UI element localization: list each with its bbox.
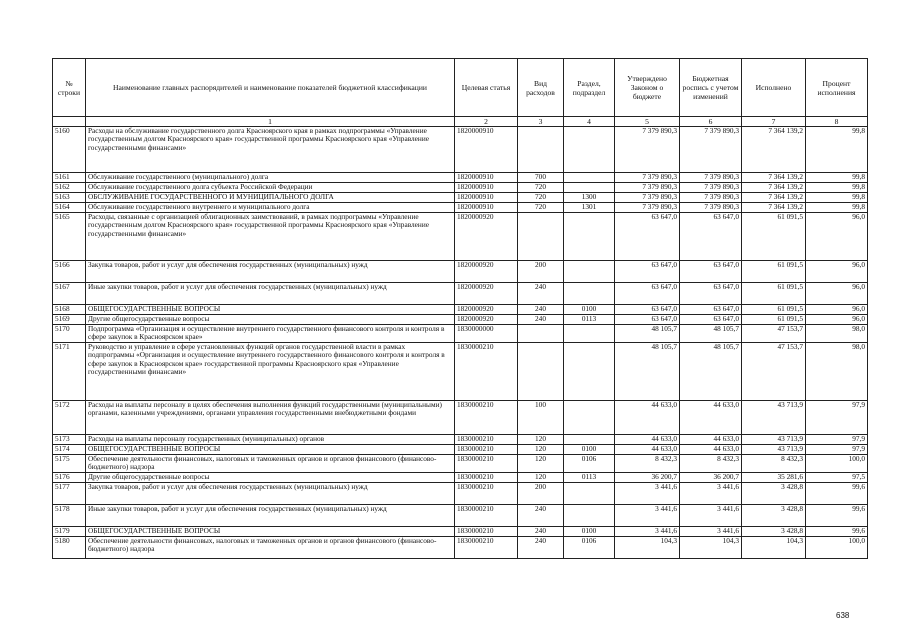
row-percent: 96,0 — [806, 213, 868, 261]
header-schedule: Бюджетная роспись с учетом изменений — [680, 59, 742, 117]
row-vid: 240 — [518, 283, 564, 305]
row-razdel: 0113 — [564, 473, 615, 483]
row-razdel — [564, 325, 615, 343]
row-executed: 61 091,5 — [742, 283, 806, 305]
row-executed: 8 432,3 — [742, 455, 806, 473]
row-percent: 96,0 — [806, 315, 868, 325]
row-number: 5162 — [53, 183, 86, 193]
row-percent: 98,0 — [806, 325, 868, 343]
row-target: 1820000920 — [455, 305, 518, 315]
row-approved: 63 647,0 — [615, 283, 680, 305]
row-target: 1820000920 — [455, 315, 518, 325]
row-executed: 61 091,5 — [742, 213, 806, 261]
row-approved: 48 105,7 — [615, 343, 680, 401]
budget-table — [52, 58, 868, 559]
row-executed: 61 091,5 — [742, 305, 806, 315]
table-row — [53, 445, 868, 455]
row-target: 1830000210 — [455, 527, 518, 537]
header-executed: Исполнено — [742, 59, 806, 117]
row-schedule: 7 379 890,3 — [680, 193, 742, 203]
table-row — [53, 283, 868, 305]
row-name: Подпрограмма «Организация и осуществление внутреннего государственного финансового контроля и контроля в сфере закупок в Красноярском крае» — [86, 325, 455, 343]
row-schedule: 63 647,0 — [680, 213, 742, 261]
row-approved: 63 647,0 — [615, 213, 680, 261]
row-number: 5179 — [53, 527, 86, 537]
row-number: 5170 — [53, 325, 86, 343]
row-name: Обеспечение деятельности финансовых, налоговых и таможенных органов и органов финансового (финансово-бюджетного) надзора — [86, 537, 455, 559]
row-vid: 200 — [518, 261, 564, 283]
column-number: 8 — [806, 117, 868, 127]
column-number: 1 — [86, 117, 455, 127]
row-number: 5165 — [53, 213, 86, 261]
row-number: 5180 — [53, 537, 86, 559]
row-vid: 240 — [518, 305, 564, 315]
row-approved: 44 633,0 — [615, 445, 680, 455]
row-number: 5178 — [53, 505, 86, 527]
row-percent: 96,0 — [806, 305, 868, 315]
row-schedule: 3 441,6 — [680, 483, 742, 505]
column-number — [53, 117, 86, 127]
table-row — [53, 455, 868, 473]
page-number: 638 — [836, 611, 850, 620]
row-schedule: 44 633,0 — [680, 435, 742, 445]
row-schedule: 3 441,6 — [680, 527, 742, 537]
row-name: ОБЩЕГОСУДАРСТВЕННЫЕ ВОПРОСЫ — [86, 445, 455, 455]
row-razdel — [564, 127, 615, 173]
row-vid: 100 — [518, 401, 564, 435]
header-percent: Процент исполнения — [806, 59, 868, 117]
row-vid — [518, 343, 564, 401]
header-row — [53, 59, 868, 117]
row-approved: 104,3 — [615, 537, 680, 559]
table-row — [53, 401, 868, 435]
row-schedule: 63 647,0 — [680, 315, 742, 325]
row-razdel — [564, 173, 615, 183]
row-razdel — [564, 483, 615, 505]
row-name: Иные закупки товаров, работ и услуг для обеспечения государственных (муниципальных) нужд — [86, 505, 455, 527]
row-razdel — [564, 401, 615, 435]
row-executed: 3 428,8 — [742, 505, 806, 527]
row-razdel — [564, 183, 615, 193]
row-name: Другие общегосударственные вопросы — [86, 315, 455, 325]
column-number: 2 — [455, 117, 518, 127]
row-schedule: 7 379 890,3 — [680, 203, 742, 213]
row-executed: 3 428,8 — [742, 527, 806, 537]
row-razdel: 0100 — [564, 527, 615, 537]
row-schedule: 36 200,7 — [680, 473, 742, 483]
row-executed: 7 364 139,2 — [742, 173, 806, 183]
row-name: Иные закупки товаров, работ и услуг для обеспечения государственных (муниципальных) нужд — [86, 283, 455, 305]
row-approved: 63 647,0 — [615, 261, 680, 283]
table-row — [53, 193, 868, 203]
row-razdel — [564, 261, 615, 283]
column-number: 4 — [564, 117, 615, 127]
header-razdel: Раздел, подраздел — [564, 59, 615, 117]
row-name: Расходы на обслуживание государственного долга Красноярского края в рамках подпрограммы «Управление государственным долгом Красноярского края» государственной программы Красноярского края «Управление государственными финансами» — [86, 127, 455, 173]
row-approved: 7 379 890,3 — [615, 193, 680, 203]
row-executed: 43 713,9 — [742, 445, 806, 455]
row-executed: 7 364 139,2 — [742, 193, 806, 203]
row-percent: 99,8 — [806, 183, 868, 193]
row-number: 5176 — [53, 473, 86, 483]
row-name: ОБЩЕГОСУДАРСТВЕННЫЕ ВОПРОСЫ — [86, 527, 455, 537]
row-approved: 3 441,6 — [615, 483, 680, 505]
row-percent: 97,9 — [806, 445, 868, 455]
row-schedule: 7 379 890,3 — [680, 173, 742, 183]
table-row — [53, 537, 868, 559]
row-schedule: 48 105,7 — [680, 325, 742, 343]
row-approved: 63 647,0 — [615, 305, 680, 315]
column-number: 3 — [518, 117, 564, 127]
row-name: Обслуживание государственного долга субъекта Российской Федерации — [86, 183, 455, 193]
row-razdel — [564, 435, 615, 445]
row-razdel — [564, 283, 615, 305]
row-target: 1820000920 — [455, 213, 518, 261]
row-vid: 120 — [518, 435, 564, 445]
row-target: 1830000000 — [455, 325, 518, 343]
row-target: 1830000210 — [455, 483, 518, 505]
table-row — [53, 203, 868, 213]
row-razdel: 0106 — [564, 455, 615, 473]
row-razdel — [564, 343, 615, 401]
table-row — [53, 527, 868, 537]
row-approved: 44 633,0 — [615, 401, 680, 435]
row-number: 5172 — [53, 401, 86, 435]
row-approved: 3 441,6 — [615, 527, 680, 537]
row-schedule: 48 105,7 — [680, 343, 742, 401]
row-number: 5163 — [53, 193, 86, 203]
row-percent: 96,0 — [806, 283, 868, 305]
row-target: 1830000210 — [455, 445, 518, 455]
row-percent: 99,6 — [806, 483, 868, 505]
row-percent: 99,8 — [806, 193, 868, 203]
row-name: Закупка товаров, работ и услуг для обеспечения государственных (муниципальных) нужд — [86, 483, 455, 505]
header-row-no: № строки — [53, 59, 86, 117]
row-percent: 100,0 — [806, 455, 868, 473]
table-row — [53, 261, 868, 283]
table-row — [53, 213, 868, 261]
row-schedule: 63 647,0 — [680, 261, 742, 283]
row-schedule: 8 432,3 — [680, 455, 742, 473]
column-number: 7 — [742, 117, 806, 127]
row-executed: 47 153,7 — [742, 325, 806, 343]
row-executed: 3 428,8 — [742, 483, 806, 505]
row-number: 5169 — [53, 315, 86, 325]
row-executed: 35 281,6 — [742, 473, 806, 483]
row-name: Обслуживание государственного (муниципального) долга — [86, 173, 455, 183]
row-executed: 47 153,7 — [742, 343, 806, 401]
row-percent: 98,0 — [806, 343, 868, 401]
row-name: Обслуживание государственного внутреннего и муниципального долга — [86, 203, 455, 213]
column-number: 6 — [680, 117, 742, 127]
row-target: 1830000210 — [455, 455, 518, 473]
row-approved: 3 441,6 — [615, 505, 680, 527]
row-approved: 36 200,7 — [615, 473, 680, 483]
header-target: Целевая статья — [455, 59, 518, 117]
row-vid — [518, 325, 564, 343]
row-executed: 43 713,9 — [742, 435, 806, 445]
row-target: 1820000910 — [455, 183, 518, 193]
row-percent: 97,9 — [806, 401, 868, 435]
row-percent: 97,5 — [806, 473, 868, 483]
row-vid: 120 — [518, 455, 564, 473]
row-name: Другие общегосударственные вопросы — [86, 473, 455, 483]
row-percent: 99,8 — [806, 203, 868, 213]
row-target: 1830000210 — [455, 401, 518, 435]
row-target: 1820000920 — [455, 283, 518, 305]
row-percent: 97,9 — [806, 435, 868, 445]
row-number: 5161 — [53, 173, 86, 183]
row-number: 5167 — [53, 283, 86, 305]
row-name: Руководство и управление в сфере установленных функций органов государственной власти в рамках подпрограммы «Организация и осуществление внутреннего государственного финансового контроля и контроля в сфере закупок в Красноярском крае» государственной программы Красноярского края «Управление государственными финансами» — [86, 343, 455, 401]
row-razdel: 1301 — [564, 203, 615, 213]
row-executed: 61 091,5 — [742, 261, 806, 283]
row-number: 5166 — [53, 261, 86, 283]
budget-body — [53, 127, 868, 559]
row-vid — [518, 127, 564, 173]
row-executed: 7 364 139,2 — [742, 203, 806, 213]
row-target: 1830000210 — [455, 505, 518, 527]
row-name: ОБЩЕГОСУДАРСТВЕННЫЕ ВОПРОСЫ — [86, 305, 455, 315]
row-approved: 8 432,3 — [615, 455, 680, 473]
row-vid: 240 — [518, 537, 564, 559]
row-vid: 720 — [518, 183, 564, 193]
row-number: 5164 — [53, 203, 86, 213]
table-row — [53, 435, 868, 445]
table-row — [53, 315, 868, 325]
row-vid: 120 — [518, 473, 564, 483]
row-target: 1820000910 — [455, 173, 518, 183]
row-number: 5174 — [53, 445, 86, 455]
row-name: Обеспечение деятельности финансовых, налоговых и таможенных органов и органов финансового (финансово-бюджетного) надзора — [86, 455, 455, 473]
row-executed: 7 364 139,2 — [742, 183, 806, 193]
row-name: Расходы, связанные с организацией облигационных заимствований, в рамках подпрограммы «Управление государственным долгом Красноярского края» государственной программы Красноярского края «Управление государственными финансами» — [86, 213, 455, 261]
header-approved: Утверждено Законом о бюджете — [615, 59, 680, 117]
row-percent: 99,6 — [806, 505, 868, 527]
row-approved: 7 379 890,3 — [615, 173, 680, 183]
header-name: Наименование главных распорядителей и наименование показателей бюджетной классификации — [86, 59, 455, 117]
row-vid: 720 — [518, 193, 564, 203]
row-name: Расходы на выплаты персоналу в целях обеспечения выполнения функций государственными (муниципальными) органами, казенными учреждениями, органами управления государственными внебюджетными фондами — [86, 401, 455, 435]
row-executed: 43 713,9 — [742, 401, 806, 435]
row-vid: 200 — [518, 483, 564, 505]
row-vid: 720 — [518, 203, 564, 213]
row-percent: 99,8 — [806, 127, 868, 173]
row-razdel: 0100 — [564, 305, 615, 315]
row-schedule: 44 633,0 — [680, 401, 742, 435]
row-approved: 7 379 890,3 — [615, 183, 680, 193]
row-vid: 240 — [518, 315, 564, 325]
header-vid: Вид расходов — [518, 59, 564, 117]
row-approved: 48 105,7 — [615, 325, 680, 343]
row-target: 1830000210 — [455, 473, 518, 483]
row-schedule: 104,3 — [680, 537, 742, 559]
row-schedule: 63 647,0 — [680, 305, 742, 315]
row-schedule: 7 379 890,3 — [680, 183, 742, 193]
row-percent: 99,8 — [806, 173, 868, 183]
row-schedule: 63 647,0 — [680, 283, 742, 305]
table-row — [53, 343, 868, 401]
row-approved: 7 379 890,3 — [615, 127, 680, 173]
row-razdel — [564, 505, 615, 527]
row-target: 1830000210 — [455, 435, 518, 445]
table-row — [53, 483, 868, 505]
table-row — [53, 325, 868, 343]
row-target: 1830000210 — [455, 537, 518, 559]
row-vid — [518, 213, 564, 261]
row-target: 1820000910 — [455, 127, 518, 173]
row-percent: 96,0 — [806, 261, 868, 283]
row-number: 5175 — [53, 455, 86, 473]
row-executed: 104,3 — [742, 537, 806, 559]
row-vid: 240 — [518, 505, 564, 527]
row-number: 5160 — [53, 127, 86, 173]
row-target: 1820000910 — [455, 203, 518, 213]
row-name: ОБСЛУЖИВАНИЕ ГОСУДАРСТВЕННОГО И МУНИЦИПАЛЬНОГО ДОЛГА — [86, 193, 455, 203]
column-number-row — [53, 117, 868, 127]
row-executed: 7 364 139,2 — [742, 127, 806, 173]
row-name: Закупка товаров, работ и услуг для обеспечения государственных (муниципальных) нужд — [86, 261, 455, 283]
row-razdel: 1300 — [564, 193, 615, 203]
budget-sheet — [52, 58, 867, 559]
row-approved: 63 647,0 — [615, 315, 680, 325]
row-executed: 61 091,5 — [742, 315, 806, 325]
row-target: 1820000920 — [455, 261, 518, 283]
row-razdel — [564, 213, 615, 261]
row-number: 5168 — [53, 305, 86, 315]
row-razdel: 0106 — [564, 537, 615, 559]
row-percent: 99,6 — [806, 527, 868, 537]
row-schedule: 7 379 890,3 — [680, 127, 742, 173]
row-approved: 7 379 890,3 — [615, 203, 680, 213]
table-row — [53, 127, 868, 173]
table-row — [53, 473, 868, 483]
row-target: 1830000210 — [455, 343, 518, 401]
row-vid: 120 — [518, 445, 564, 455]
row-vid: 700 — [518, 173, 564, 183]
row-percent: 100,0 — [806, 537, 868, 559]
row-schedule: 3 441,6 — [680, 505, 742, 527]
row-vid: 240 — [518, 527, 564, 537]
row-razdel: 0100 — [564, 445, 615, 455]
row-schedule: 44 633,0 — [680, 445, 742, 455]
table-row — [53, 183, 868, 193]
row-target: 1820000910 — [455, 193, 518, 203]
row-razdel: 0113 — [564, 315, 615, 325]
row-number: 5177 — [53, 483, 86, 505]
column-number: 5 — [615, 117, 680, 127]
row-number: 5173 — [53, 435, 86, 445]
row-approved: 44 633,0 — [615, 435, 680, 445]
row-number: 5171 — [53, 343, 86, 401]
table-row — [53, 305, 868, 315]
table-row — [53, 173, 868, 183]
table-row — [53, 505, 868, 527]
row-name: Расходы на выплаты персоналу государственных (муниципальных) органов — [86, 435, 455, 445]
